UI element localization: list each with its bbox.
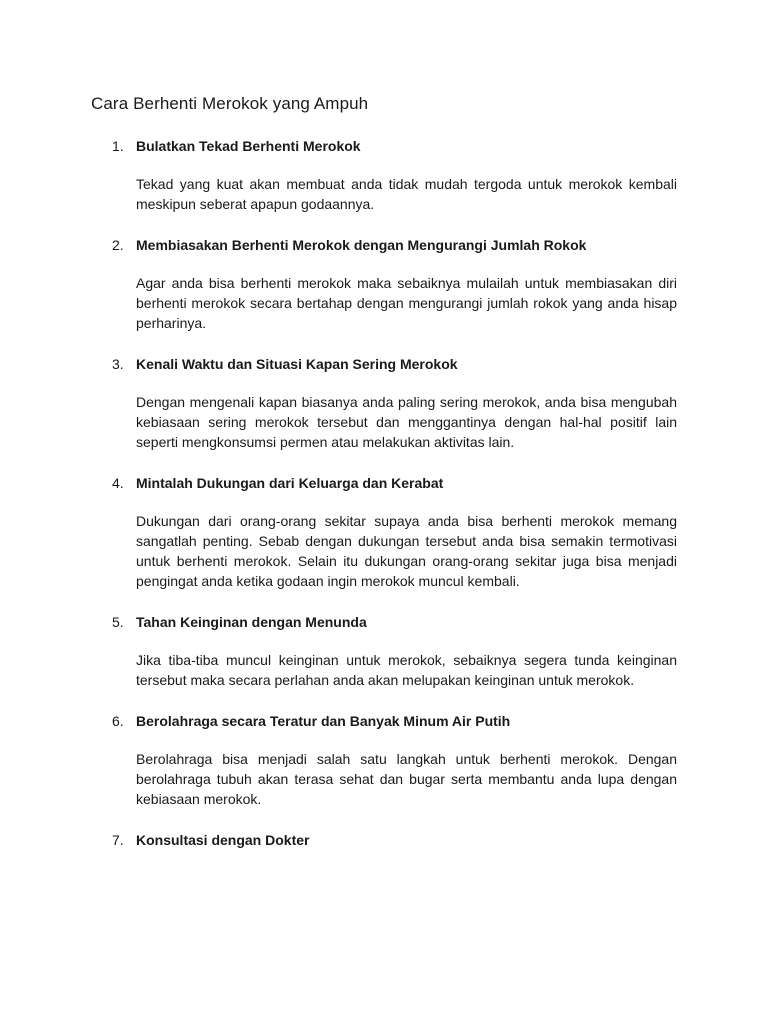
list-item-heading: Mintalah Dukungan dari Keluarga dan Kerabat bbox=[136, 475, 444, 491]
list-item-header bbox=[0, 612, 768, 632]
list-item bbox=[0, 830, 768, 850]
list-item-header bbox=[0, 136, 768, 156]
list-item-header bbox=[0, 830, 768, 850]
list-item-body: Tekad yang kuat akan membuat anda tidak mudah tergoda untuk merokok kembali meskipun seberat apapun godaannya. bbox=[136, 176, 677, 212]
list-item-header bbox=[0, 354, 768, 374]
list-item bbox=[0, 473, 768, 591]
list-item-body: Jika tiba-tiba muncul keinginan untuk merokok, sebaiknya segera tunda keinginan tersebut maka secara perlahan anda akan melupakan keinginan untuk merokok. bbox=[136, 652, 677, 688]
list-item-heading: Konsultasi dengan Dokter bbox=[136, 832, 310, 848]
list-item-heading: Kenali Waktu dan Situasi Kapan Sering Merokok bbox=[136, 356, 458, 372]
list-item-number: 2. bbox=[112, 237, 124, 253]
list-item-header bbox=[0, 711, 768, 731]
list-item-header bbox=[0, 473, 768, 493]
list-item-heading: Tahan Keinginan dengan Menunda bbox=[136, 614, 367, 630]
tips-list bbox=[0, 136, 768, 871]
list-item-body: Dukungan dari orang-orang sekitar supaya anda bisa berhenti merokok memang sangatlah penting. Sebab dengan dukungan tersebut anda bisa semakin termotivasi untuk berhenti merokok. Selain itu dukungan orang-orang sekitar juga bisa menjadi pengingat anda ketika godaan ingin merokok muncul kembali. bbox=[136, 513, 677, 589]
list-item bbox=[0, 612, 768, 690]
list-item-heading: Berolahraga secara Teratur dan Banyak Minum Air Putih bbox=[136, 713, 511, 729]
list-item-number: 6. bbox=[112, 713, 124, 729]
list-item bbox=[0, 711, 768, 809]
list-item-number: 1. bbox=[112, 138, 124, 154]
list-item-body: Dengan mengenali kapan biasanya anda paling sering merokok, anda bisa mengubah kebiasaan sering merokok tersebut dan menggantinya dengan hal-hal positif lain seperti mengkonsumsi permen atau melakukan aktivitas lain. bbox=[136, 394, 677, 450]
list-item-number: 4. bbox=[112, 475, 124, 491]
list-item-number: 5. bbox=[112, 614, 124, 630]
list-item bbox=[0, 235, 768, 333]
list-item-number: 3. bbox=[112, 356, 124, 372]
list-item bbox=[0, 354, 768, 452]
list-item-body: Berolahraga bisa menjadi salah satu langkah untuk berhenti merokok. Dengan berolahraga tubuh akan terasa sehat dan bugar serta membantu anda lupa dengan kebiasaan merokok. bbox=[136, 751, 677, 807]
list-item-heading: Membiasakan Berhenti Merokok dengan Mengurangi Jumlah Rokok bbox=[136, 237, 587, 253]
list-item-header bbox=[0, 235, 768, 255]
list-item-heading: Bulatkan Tekad Berhenti Merokok bbox=[136, 138, 361, 154]
list-item bbox=[0, 136, 768, 214]
list-item-number: 7. bbox=[112, 832, 124, 848]
document-title: Cara Berhenti Merokok yang Ampuh bbox=[91, 94, 369, 113]
list-item-body: Agar anda bisa berhenti merokok maka sebaiknya mulailah untuk membiasakan diri berhenti merokok secara bertahap dengan mengurangi jumlah rokok yang anda hisap perharinya. bbox=[136, 275, 677, 331]
